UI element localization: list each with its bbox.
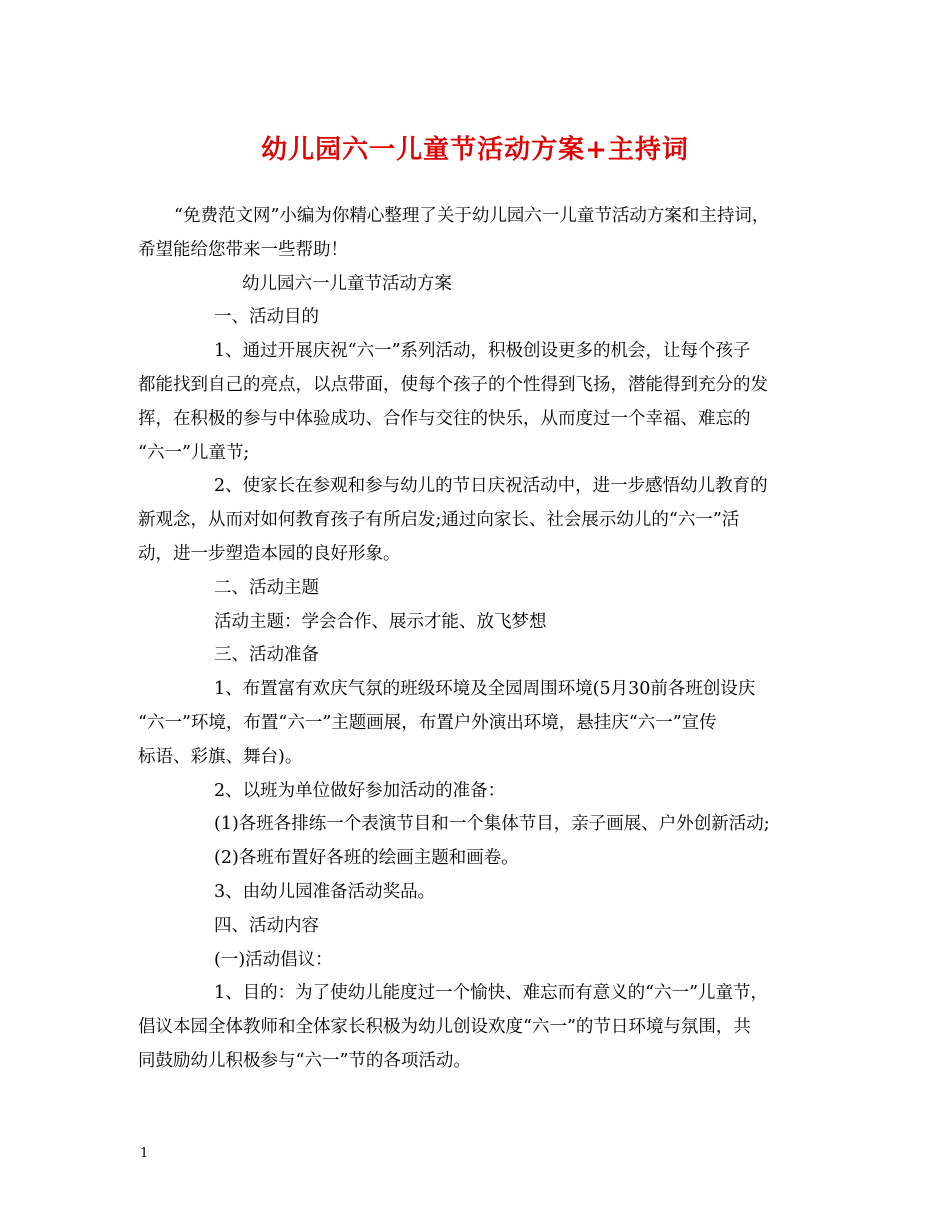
section-heading: 幼儿园六一儿童节活动方案 [242, 273, 452, 294]
paragraph-line: 2、使家长在参观和参与幼儿的节日庆祝活动中，进一步感悟幼儿教育的 [214, 476, 768, 497]
paragraph-line: (2)各班布置好各班的绘画主题和画卷。 [214, 848, 519, 869]
paragraph-line: 1、通过开展庆祝“六一”系列活动，积极创设更多的机会，让每个孩子 [214, 341, 751, 362]
paragraph-line: 同鼓励幼儿积极参与“六一”节的各项活动。 [138, 1050, 471, 1071]
section-heading: 四、活动内容 [214, 915, 319, 936]
paragraph-line: 标语、彩旗、舞台)。 [138, 746, 303, 767]
paragraph-line: 都能找到自己的亮点，以点带面，使每个孩子的个性得到飞扬，潜能得到充分的发 [138, 374, 768, 395]
paragraph-line: 1、目的：为了使幼儿能度过一个愉快、难忘而有意义的“六一”儿童节， [214, 983, 769, 1004]
document-title: 幼儿园六一儿童节活动方案+主持词 [261, 135, 689, 165]
paragraph-line: 1、布置富有欢庆气氛的班级环境及全园周围环境(5月30前各班创设庆 [214, 679, 756, 700]
paragraph-line: 希望能给您带来一些帮助！ [138, 239, 348, 260]
section-heading: (一)活动倡议： [214, 949, 333, 970]
paragraph-line: 2、以班为单位做好参加活动的准备： [214, 780, 506, 801]
paragraph-line: “六一”儿童节; [138, 442, 250, 463]
page-number: 1 [140, 1146, 149, 1161]
section-heading: 三、活动准备 [214, 645, 319, 666]
paragraph-line: (1)各班各排练一个表演节目和一个集体节目，亲子画展、户外创新活动; [214, 814, 770, 835]
document-body [138, 200, 828, 1079]
paragraph-line: 新观念，从而对如何教育孩子有所启发;通过向家长、社会展示幼儿的“六一”活 [138, 510, 740, 531]
section-heading: 二、活动主题 [214, 577, 319, 598]
section-heading: 一、活动目的 [214, 307, 319, 328]
paragraph-line: 倡议本园全体教师和全体家长积极为幼儿创设欢度“六一”的节日环境与氛围，共 [138, 1017, 751, 1038]
paragraph-line: “免费范文网”小编为你精心整理了关于幼儿园六一儿童节活动方案和主持词， [174, 206, 770, 226]
paragraph-line: 动，进一步塑造本园的良好形象。 [138, 543, 401, 564]
paragraph-line: 3、由幼儿园准备活动奖品。 [214, 881, 436, 902]
paragraph-line: “六一”环境，布置“六一”主题画展，布置户外演出环境，悬挂庆“六一”宣传 [138, 712, 717, 733]
paragraph-line: 活动主题：学会合作、展示才能、放飞梦想 [214, 611, 547, 632]
paragraph-line: 挥，在积极的参与中体验成功、合作与交往的快乐，从而度过一个幸福、难忘的 [138, 408, 751, 429]
